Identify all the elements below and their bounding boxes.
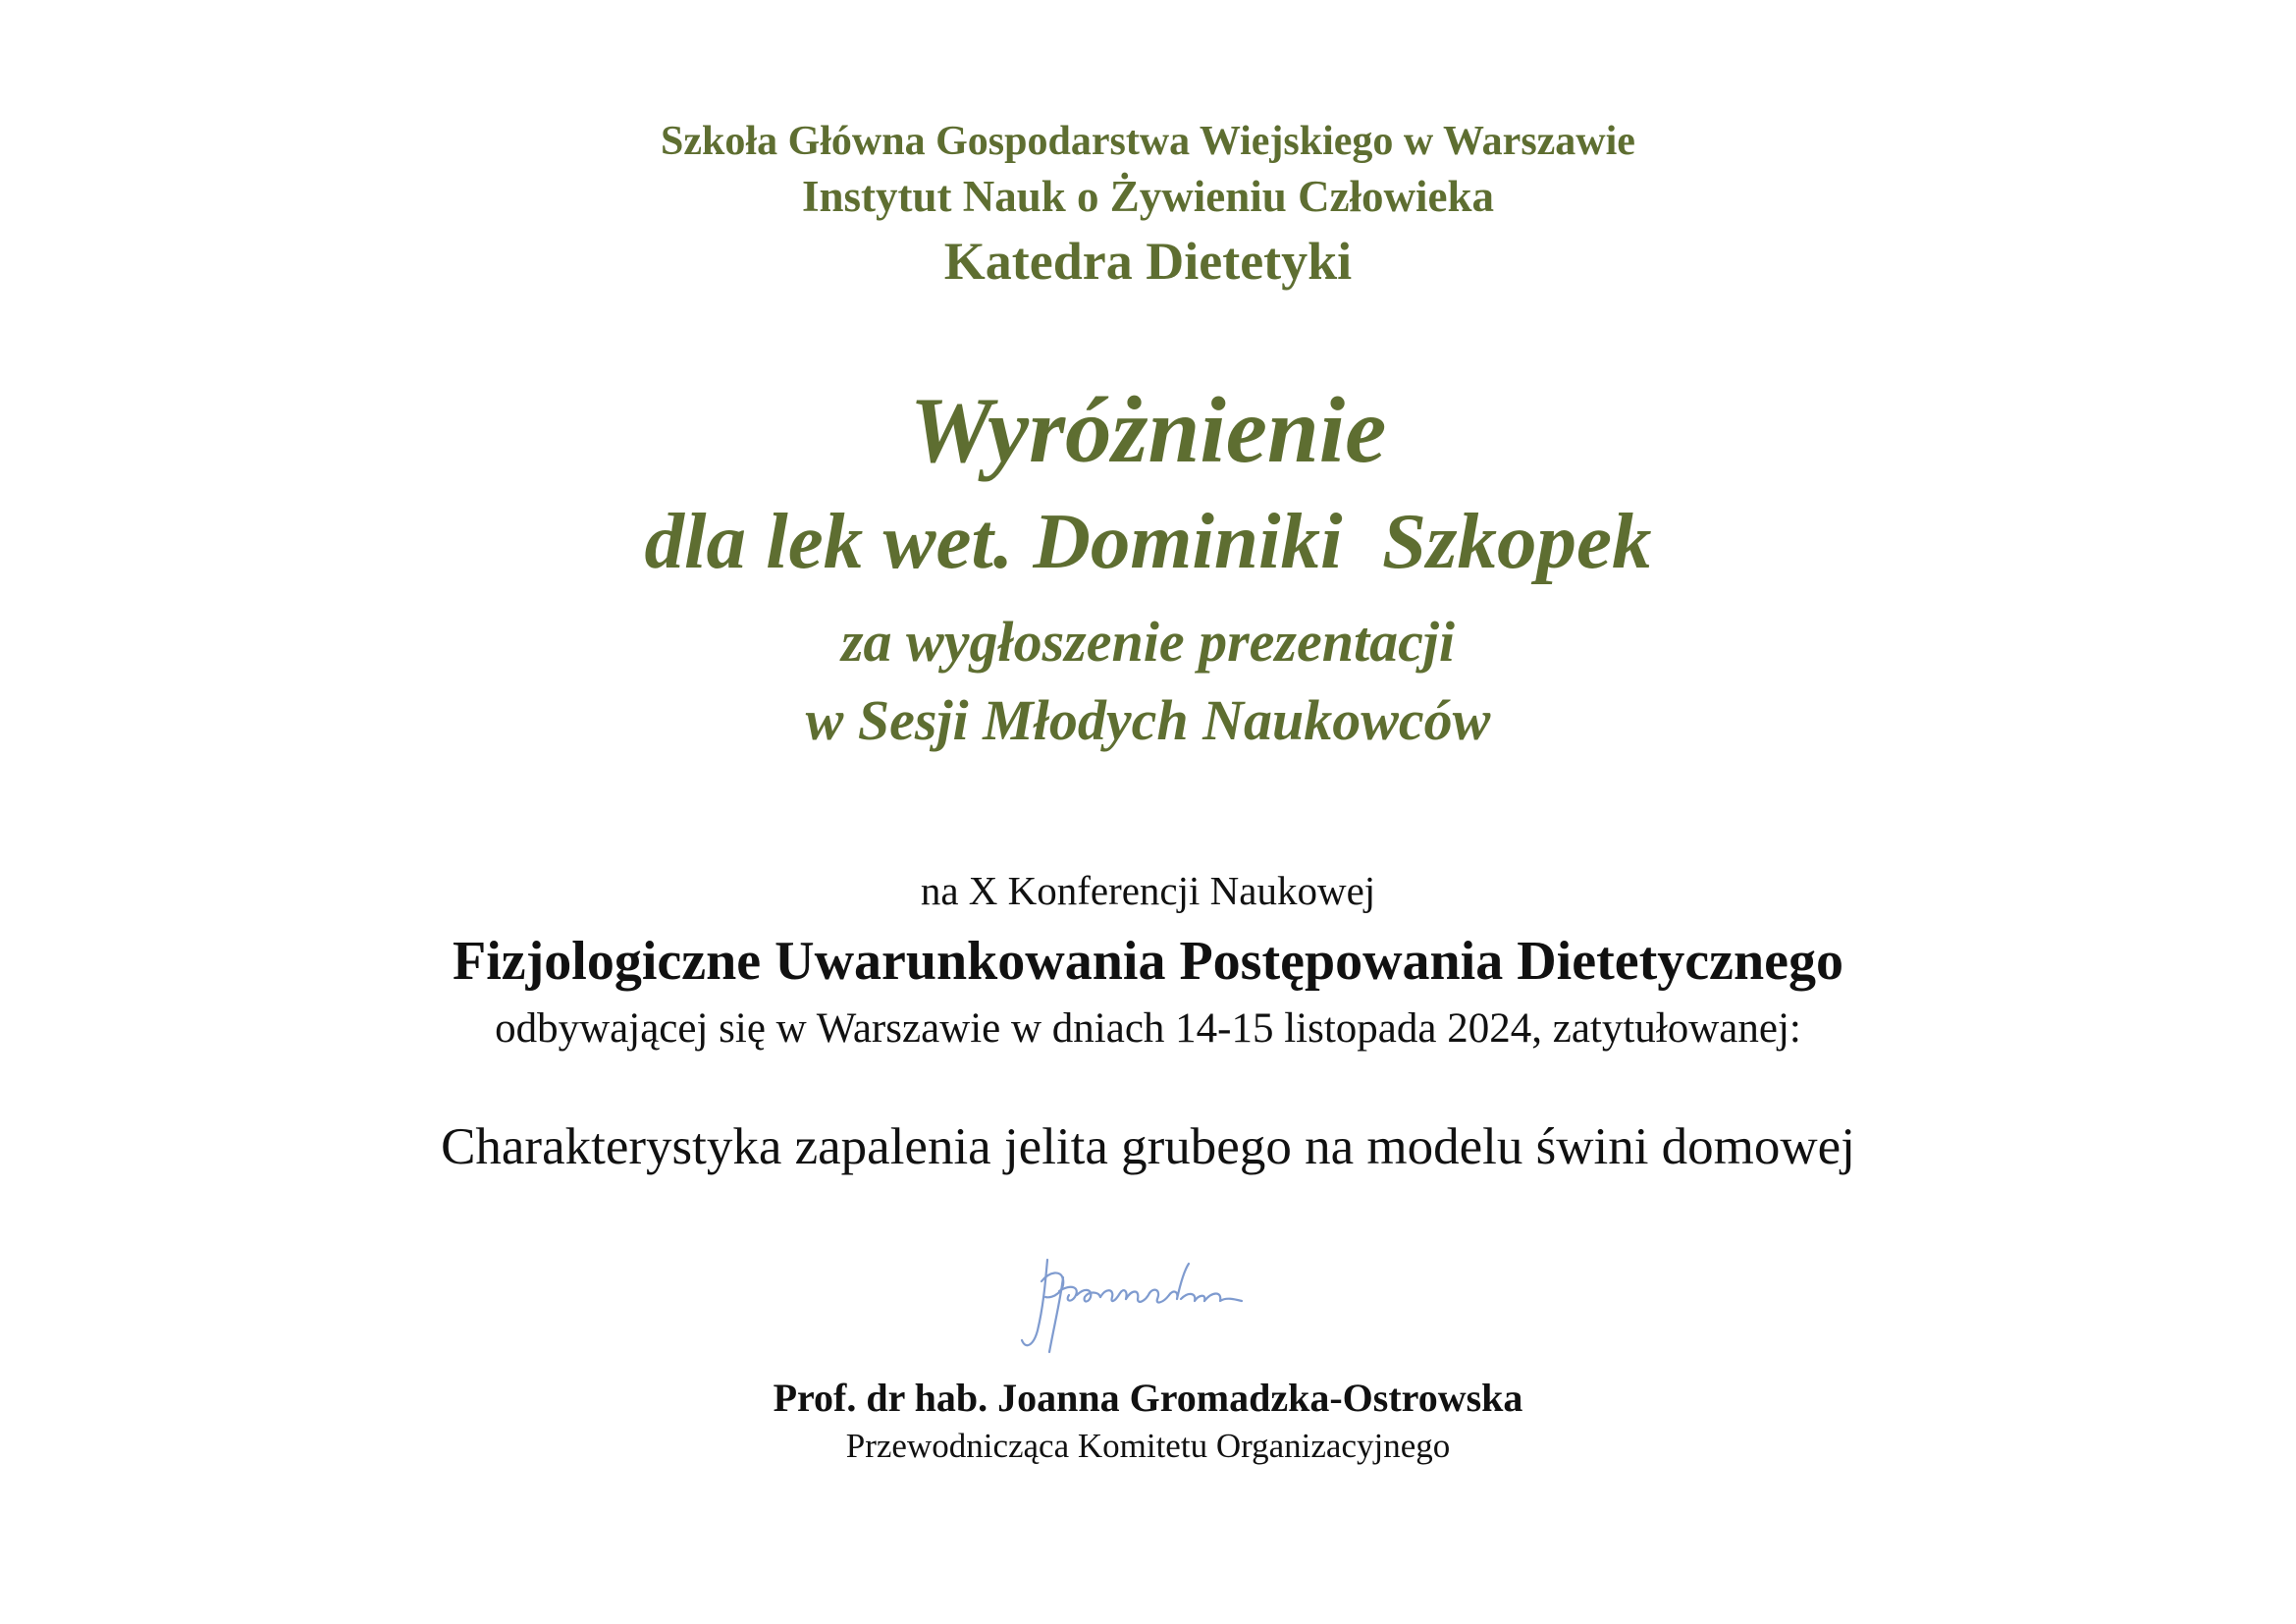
signatory-name: Prof. dr hab. Joanna Gromadzka-Ostrowska (773, 1376, 1523, 1420)
award-title: Wyróżnienie (909, 378, 1387, 482)
handwritten-signature (1016, 1252, 1296, 1360)
award-reason-line-2: w Sesji Młodych Naukowców (805, 688, 1491, 752)
signatory-role: Przewodnicząca Komitetu Organizacyjnego (845, 1427, 1451, 1465)
award-recipient: dla lek wet. Dominiki Szkopek (644, 497, 1652, 585)
conference-intro: na X Konferencji Naukowej (920, 868, 1376, 913)
presentation-title: Charakterystyka zapalenia jelita grubego na modelu świni domowej (441, 1118, 1855, 1175)
department-name: Katedra Dietetyki (943, 232, 1353, 291)
institute-name: Instytut Nauk o Żywieniu Człowieka (801, 172, 1495, 221)
conference-place-date: odbywającej się w Warszawie w dniach 14-15 listopada 2024, zatytułowanej: (495, 1005, 1801, 1052)
conference-title: Fizjologiczne Uwarunkowania Postępowania Dietetycznego (453, 931, 1843, 992)
university-name: Szkoła Główna Gospodarstwa Wiejskiego w Warszawie (661, 119, 1635, 164)
award-reason-line-1: za wygłoszenie prezentacji (840, 610, 1456, 674)
